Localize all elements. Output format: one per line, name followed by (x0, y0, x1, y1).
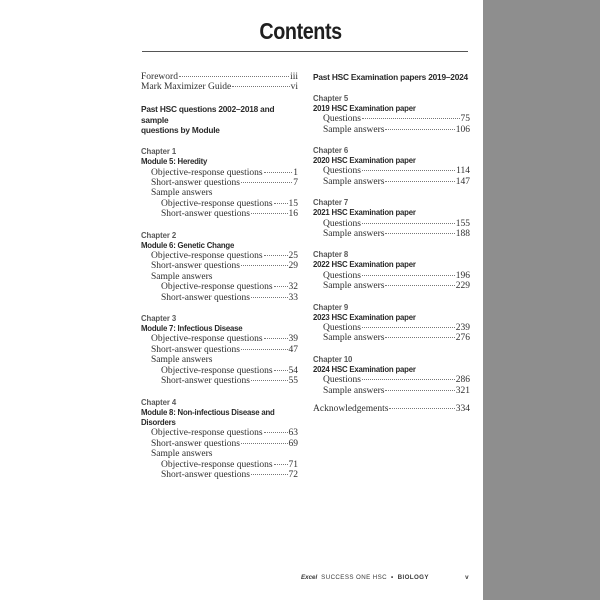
toc-entry: Objective-response questions 15 (161, 198, 298, 209)
paper-title: 2020 HSC Examination paper (313, 156, 416, 166)
sample-answers-label: Sample answers (151, 355, 213, 366)
toc-entry: Objective-response questions 32 (161, 282, 298, 293)
toc-entry-foreword: Foreword iii (141, 72, 298, 82)
chapter-label: Chapter 3 (141, 314, 177, 324)
toc-entry: Short-answer questions 7 (151, 178, 298, 189)
page-edge-bar (483, 0, 600, 600)
chapter-label: Chapter 4 (141, 397, 177, 407)
toc-entry: Short-answer questions 29 (151, 261, 298, 272)
chapter-label: Chapter 9 (313, 302, 349, 312)
page-title: Contents (259, 18, 342, 44)
toc-entry: Objective-response questions 1 (151, 167, 298, 178)
toc-entry: Sample answers 188 (323, 229, 470, 240)
section-heading-exam-papers: Past HSC Examination papers 2019–2024 (313, 72, 468, 82)
toc-entry: Questions 155 (323, 218, 470, 229)
toc-chapter-1 (141, 147, 298, 219)
toc-entry: Objective-response questions 25 (151, 251, 298, 262)
toc-entry: Objective-response questions 63 (151, 428, 298, 439)
toc-chapter-7 (313, 198, 470, 239)
toc-entry: Short-answer questions 69 (151, 438, 298, 449)
toc-chapter-8 (313, 250, 470, 291)
chapter-label: Chapter 6 (313, 146, 349, 156)
title-rule (142, 51, 468, 52)
toc-entry: Objective-response questions 39 (151, 334, 298, 345)
toc-chapter-6 (313, 146, 470, 187)
toc-entry: Sample answers 229 (323, 281, 470, 292)
page-footer (301, 574, 469, 581)
chapter-label: Chapter 1 (141, 147, 177, 157)
module-title: Module 5: Heredity (141, 157, 208, 167)
toc-entry: Sample answers 106 (323, 124, 470, 135)
toc-entry: Short-answer questions 72 (161, 469, 298, 480)
toc-entry-mark-maximizer: Mark Maximizer Guide vi (141, 82, 298, 93)
paper-title: 2021 HSC Examination paper (313, 208, 416, 218)
toc-entry: Sample answers 276 (323, 333, 470, 344)
paper-title: 2019 HSC Examination paper (313, 103, 416, 113)
footer-series: SUCCESS ONE HSC (321, 574, 387, 581)
toc-entry: Objective-response questions 71 (161, 459, 298, 470)
module-title: Module 6: Genetic Change (141, 240, 235, 250)
toc-chapter-10 (313, 355, 470, 396)
toc-entry: Questions 196 (323, 270, 470, 281)
sample-answers-label: Sample answers (151, 271, 213, 282)
toc-entry: Short-answer questions 47 (151, 344, 298, 355)
toc-entry: Short-answer questions 33 (161, 292, 298, 303)
sample-answers-label: Sample answers (151, 188, 213, 199)
toc-right-column (313, 72, 470, 415)
paper-title: 2024 HSC Examination paper (313, 364, 416, 374)
toc-entry: Questions 114 (323, 166, 470, 177)
toc-entry: Questions 286 (323, 375, 470, 386)
footer-subject: BIOLOGY (397, 574, 429, 581)
toc-chapter-5 (313, 94, 470, 135)
toc-left-column (141, 72, 298, 480)
toc-entry: Sample answers 321 (323, 385, 470, 396)
toc-entry-acknowledgements: Acknowledgements 334 (313, 404, 470, 415)
chapter-label: Chapter 5 (313, 93, 349, 103)
toc-entry: Sample answers 147 (323, 176, 470, 187)
paper-title: 2023 HSC Examination paper (313, 312, 416, 322)
sample-answers-label: Sample answers (151, 449, 213, 460)
module-title: Module 7: Infectious Disease (141, 324, 243, 334)
footer-bullet: • (391, 574, 394, 581)
module-title: Module 8: Non-infectious Disease and Disorders (141, 407, 275, 427)
toc-chapter-9 (313, 303, 470, 344)
chapter-label: Chapter 7 (313, 198, 349, 208)
toc-entry: Questions 75 (323, 114, 470, 125)
toc-entry: Short-answer questions 16 (161, 209, 298, 220)
chapter-label: Chapter 10 (313, 354, 353, 364)
toc-entry: Short-answer questions 55 (161, 376, 298, 387)
paper-title: 2022 HSC Examination paper (313, 260, 416, 270)
toc-chapter-4 (141, 398, 298, 481)
footer-brand: Excel (301, 574, 318, 581)
footer-page-number: v (465, 574, 469, 581)
chapter-label: Chapter 2 (141, 230, 177, 240)
toc-chapter-2 (141, 231, 298, 303)
toc-entry: Questions 239 (323, 323, 470, 334)
toc-chapter-3 (141, 314, 298, 386)
chapter-label: Chapter 8 (313, 250, 349, 260)
section-heading-past-questions: Past HSC questions 2002–2018 and sample questions by Module (141, 103, 275, 136)
toc-entry: Objective-response questions 54 (161, 365, 298, 376)
